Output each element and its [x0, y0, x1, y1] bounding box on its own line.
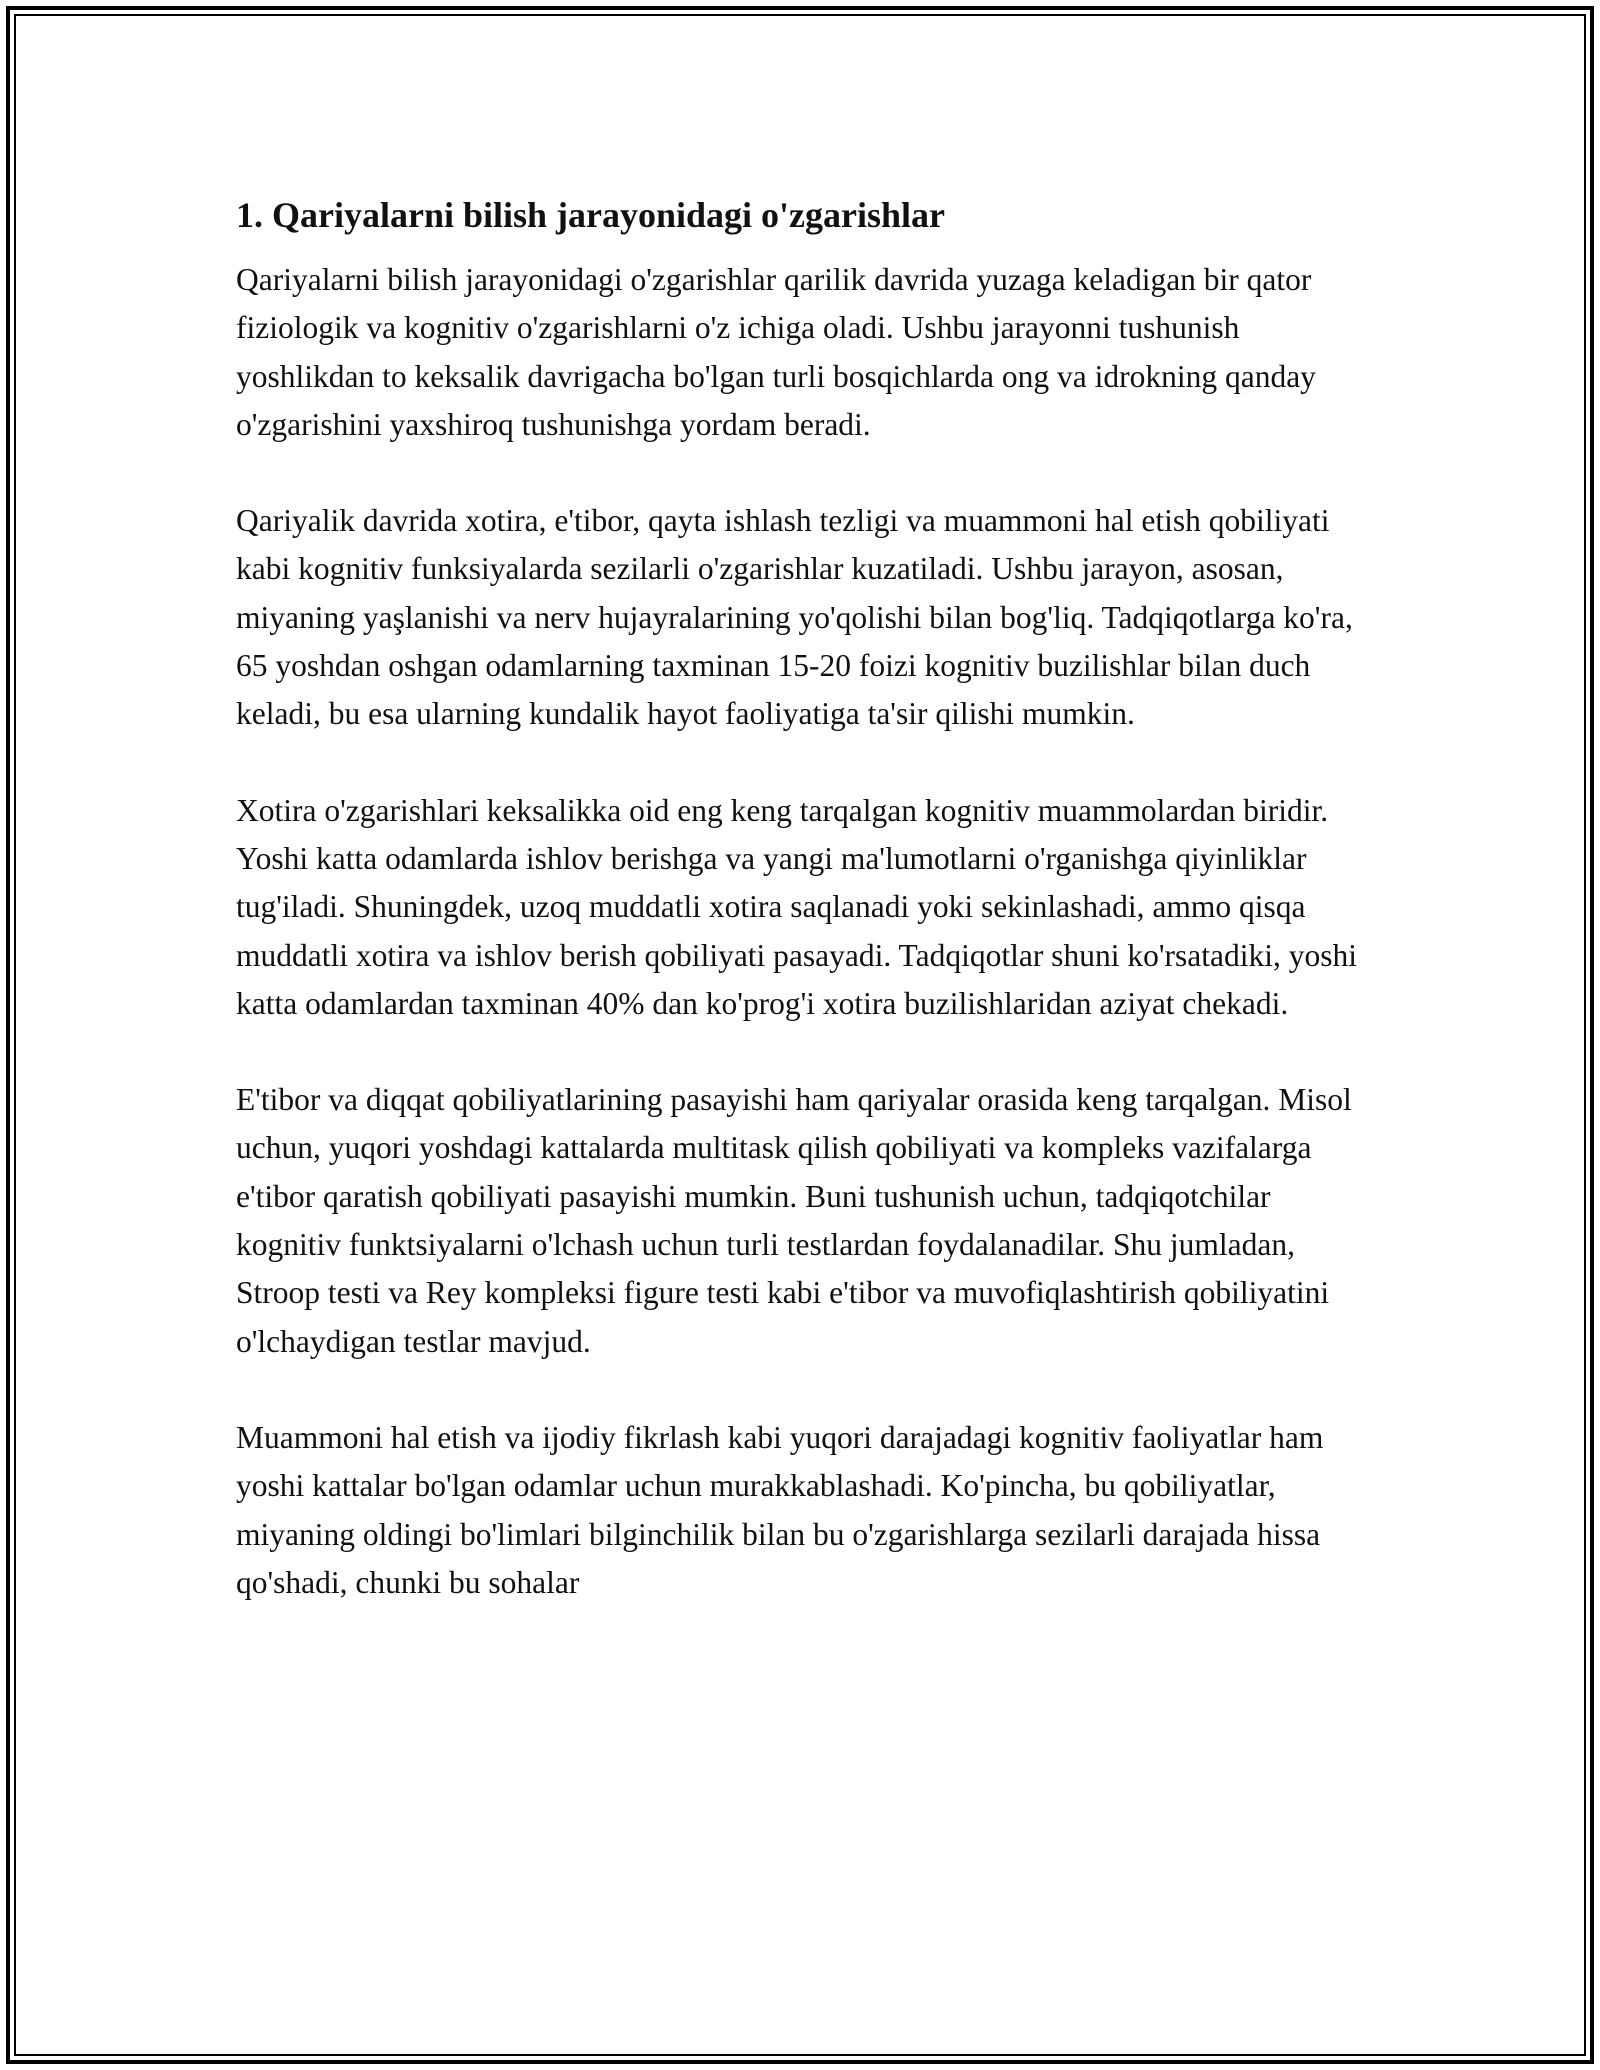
paragraph-4: E'tibor va diqqat qobiliyatlarining pasayishi ham qariyalar orasida keng tarqalgan. Misol uchun, yuqori yoshdagi kattalarda multitask qilish qobiliyati va kompleks vazifalarga e'tibor qaratish qobiliyati pasayishi mumkin. Buni tushunish uchun, tadqiqotchilar kognitiv funktsiyalarni o'lchash uchun turli testlardan foydalanadilar. Shu jumladan, Stroop testi va Rey kompleksi figure testi kabi e'tibor va muvofiqlashtirish qobiliyatini o'lchaydigan testlar mavjud. — [236, 1082, 1352, 1359]
document-body — [236, 188, 1366, 1607]
paragraph-3: Xotira o'zgarishlari keksalikka oid eng keng tarqalgan kognitiv muammolardan biridir. Yoshi katta odamlarda ishlov berishga va yangi ma'lumotlarni o'rganishga qiyinliklar tug'iladi. Shuningdek, uzoq muddatli xotira saqlanadi yoki sekinlashadi, ammo qisqa muddatli xotira va ishlov berish qobiliyati pasayadi. Tadqiqotlar shuni ko'rsatadiki, yoshi katta odamlardan taxminan 40% dan ko'prog'i xotira buzilishlaridan aziyat chekadi. — [236, 792, 1357, 1021]
paragraph-2: Qariyalik davrida xotira, e'tibor, qayta ishlash tezligi va muammoni hal etish qobiliyati kabi kognitiv funksiyalarda sezilarli o'zgarishlar kuzatiladi. Ushbu jarayon, asosan, miyaning yaşlanishi va nerv hujayralarining yo'qolishi bilan bog'liq. Tadqiqotlarga ko'ra, 65 yoshdan oshgan odamlarning taxminan 15-20 foizi kognitiv buzilishlar bilan duch keladi, bu esa ularning kundalik hayot faoliyatiga ta'sir qilishi mumkin. — [236, 503, 1353, 732]
paragraph-5: Muammoni hal etish va ijodiy fikrlash kabi yuqori darajadagi kognitiv faoliyatlar ham yoshi kattalar bo'lgan odamlar uchun murakkablashadi. Ko'pincha, bu qobiliyatlar, miyaning oldingi bo'limlari bilginchilik bilan bu o'zgarishlarga sezilarli darajada hissa qo'shadi, chunki bu sohalar — [236, 1419, 1324, 1600]
paragraph-1: Qariyalarni bilish jarayonidagi o'zgarishlar qarilik davrida yuzaga keladigan bir qator fiziologik va kognitiv o'zgarishlarni o'z ichiga oladi. Ushbu jarayonni tushunish yoshlikdan to keksalik davrigacha bo'lgan turli bosqichlarda ong va idrokning qanday o'zgarishini yaxshiroq tushunishga yordam beradi. — [236, 262, 1316, 442]
section-heading: 1. Qariyalarni bilish jarayonidagi o'zgarishlar — [236, 195, 946, 235]
